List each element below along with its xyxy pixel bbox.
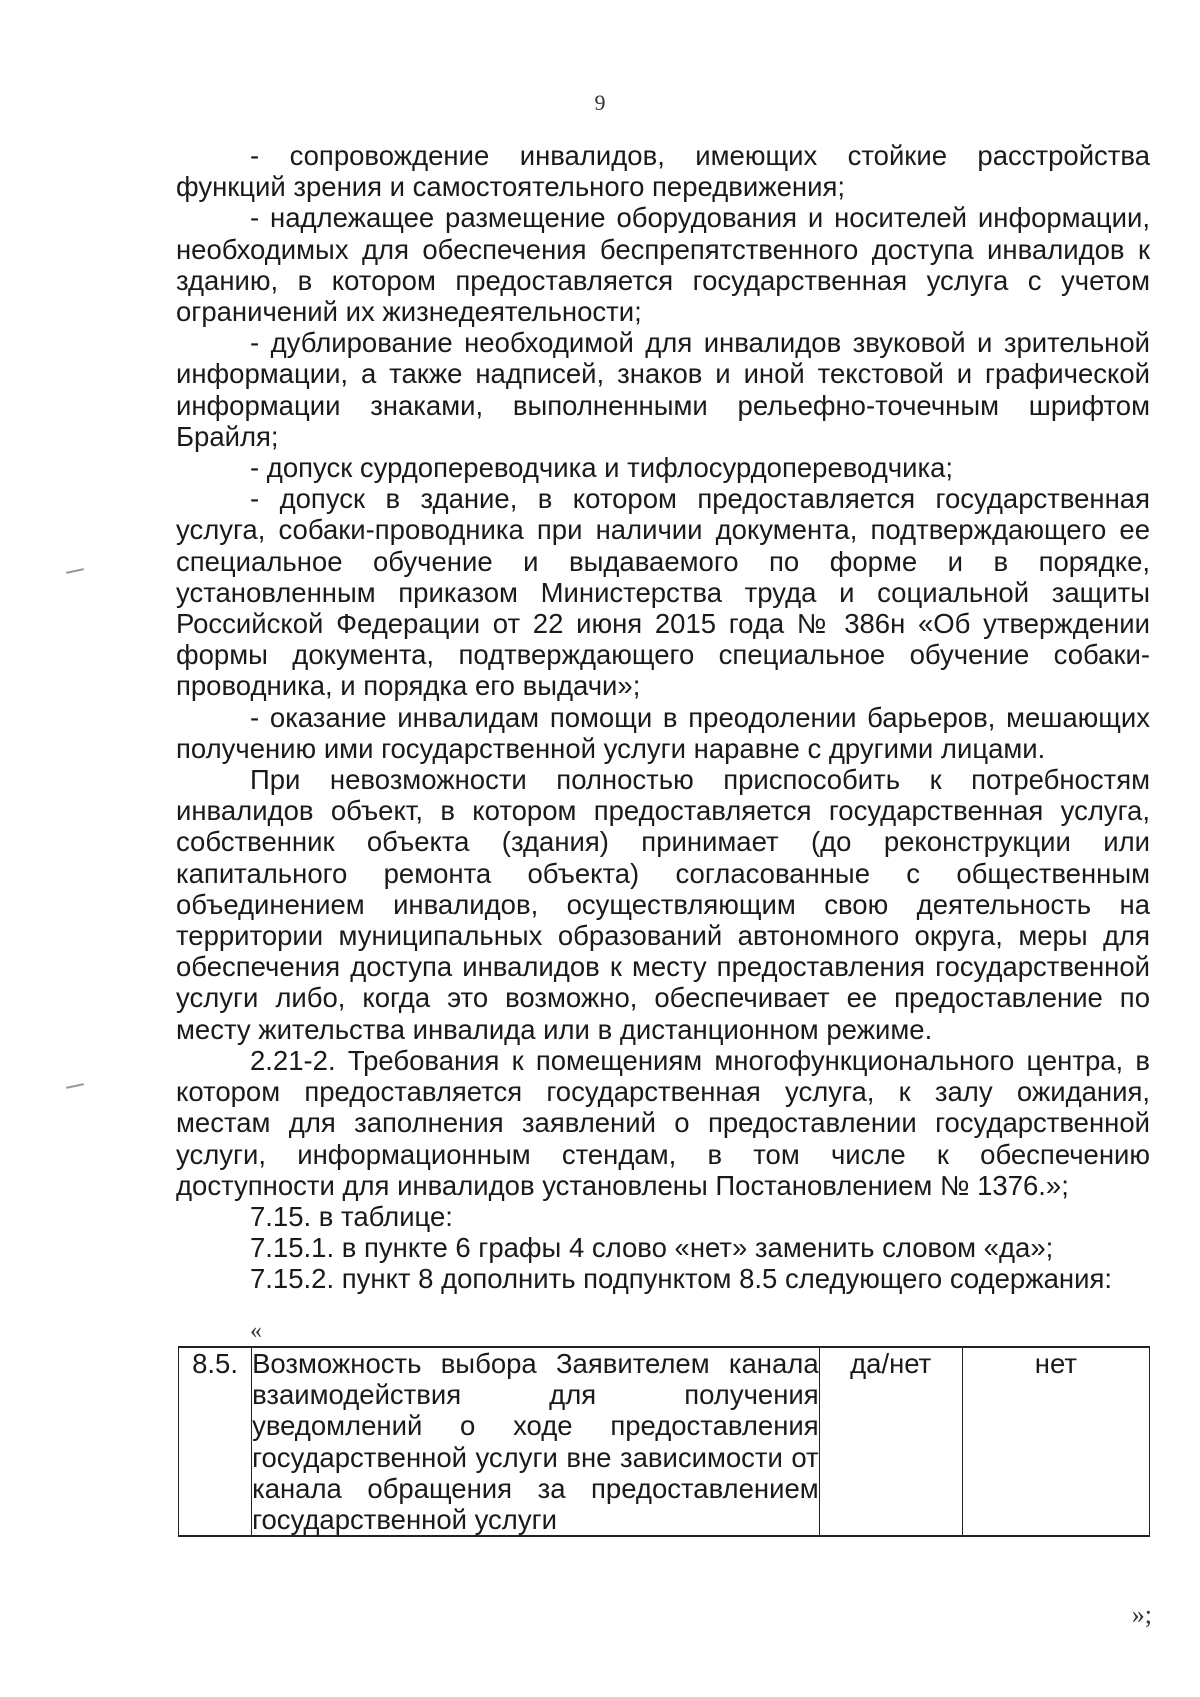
paragraph: - оказание инвалидам помощи в преодолении барьеров, мешающих получению ими государственной услуги наравне с другими лицами. — [176, 701, 1150, 764]
row-value-cell: нет — [962, 1347, 1149, 1536]
paragraph: - допуск сурдопереводчика и тифлосурдопереводчика; — [250, 452, 954, 484]
paragraph: При невозможности полностью приспособить к потребностям инвалидов объект, в котором предоставляется государственная услуга, собственник объекта (здания) принимает (до реконструкции или капитального ремонта объекта) согласованные с общественным объединением инвалидов, осуществляющим свою деятельность на территории муниципальных образований автономного округа, меры для обеспечения доступа инвалидов к месту предоставления государственной услуги либо, когда это возможно, обеспечивает ее предоставление по месту жительства инвалида или в дистанционном режиме. — [176, 764, 1150, 1045]
scan-margin-mark — [66, 568, 84, 574]
page-number: 9 — [594, 90, 606, 115]
row-number-cell: 8.5. — [179, 1347, 252, 1536]
open-quote: « — [250, 1318, 262, 1344]
document-body — [176, 140, 1150, 1295]
paragraph: 2.21-2. Требования к помещениям многофункционального центра, в котором предоставляется государственная услуга, к залу ожидания, местам для заполнения заявлений о предоставлении государственной услуги, информационным стендам, в том числе к обеспечению доступности для инвалидов установлены Постановлением № 1376.»; — [176, 1044, 1150, 1201]
paragraph: - сопровождение инвалидов, имеющих стойкие расстройства функций зрения и самостоятельного передвижения; — [176, 140, 1150, 203]
paragraph: 7.15.1. в пункте 6 графы 4 слово «нет» заменить словом «да»; — [250, 1232, 1054, 1264]
amendment-table — [178, 1346, 1150, 1537]
row-options-cell: да/нет — [819, 1347, 962, 1536]
close-quote: »; — [1131, 1600, 1152, 1629]
row-description-cell: Возможность выбора Заявителем канала взаимодействия для получения уведомлений о ходе предоставления государственной услуги вне зависимости от канала обращения за предоставлением государственной услуги — [252, 1348, 819, 1536]
paragraph: - дублирование необходимой для инвалидов звуковой и зрительной информации, а также надписей, знаков и иной текстовой и графической информации знаками, выполненными рельефно-точечным шрифтом Брайля; — [176, 327, 1150, 452]
paragraph: - надлежащее размещение оборудования и носителей информации, необходимых для обеспечения беспрепятственного доступа инвалидов к зданию, в котором предоставляется государственная услуга с учетом ограничений их жизнедеятельности; — [176, 202, 1150, 328]
paragraph: - допуск в здание, в котором предоставляется государственная услуга, собаки-проводника при наличии документа, подтверждающего ее специальное обучение и выдаваемого по форме и в порядке, установленным приказом Министерства труда и социальной защиты Российской Федерации от 22 июня 2015 года № 386н «Об утверждении формы документа, подтверждающего специальное обучение собаки-проводника, и порядка его выдачи»; — [176, 483, 1150, 702]
paragraph: 7.15.2. пункт 8 дополнить подпунктом 8.5 следующего содержания: — [250, 1263, 1112, 1295]
scan-margin-mark — [66, 1083, 84, 1089]
table-row — [179, 1347, 1150, 1536]
paragraph: 7.15. в таблице: — [250, 1200, 453, 1232]
